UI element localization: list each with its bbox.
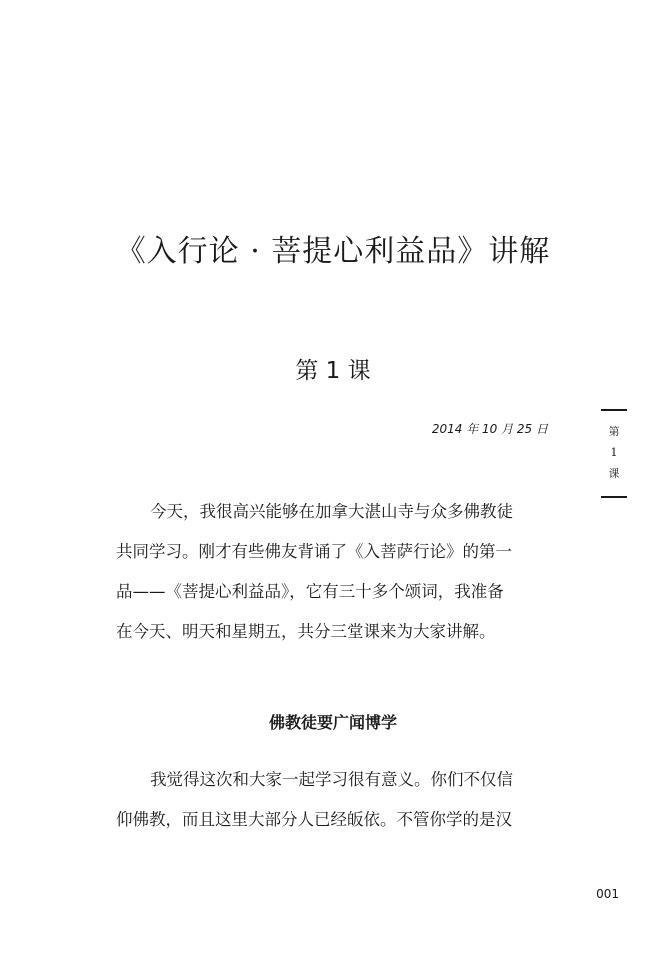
paragraph-section-body bbox=[116, 760, 552, 840]
section-heading: 佛教徒要广闻博学 bbox=[268, 713, 397, 732]
lesson-date: 2014 年 10 月 25 日 bbox=[431, 422, 548, 436]
side-tab-text bbox=[601, 411, 627, 496]
page-number: 001 bbox=[596, 887, 619, 901]
book-title: 《入行论 · 菩提心利益品》讲解 bbox=[115, 234, 551, 269]
side-tab-line: 第 bbox=[608, 425, 620, 438]
chapter-side-tab bbox=[601, 409, 627, 498]
paragraph-intro bbox=[116, 492, 552, 652]
paragraph-line: 共同学习。刚才有些佛友背诵了《入菩萨行论》的第一 bbox=[116, 542, 512, 561]
paragraph-line: 在今天、明天和星期五，共分三堂课来为大家讲解。 bbox=[116, 622, 496, 641]
paragraph-line: 仰佛教，而且这里大部分人已经皈依。不管你学的是汉 bbox=[116, 810, 512, 829]
paragraph-line: 品——《菩提心利益品》，它有三十多个颂词，我准备 bbox=[116, 582, 504, 601]
paragraph-line: 我觉得这次和大家一起学习很有意义。你们不仅信 bbox=[150, 770, 513, 789]
paragraph-line: 今天，我很高兴能够在加拿大湛山寺与众多佛教徒 bbox=[150, 502, 513, 521]
side-tab-bottom-rule bbox=[601, 496, 627, 498]
side-tab-line: 1 bbox=[610, 446, 618, 459]
side-tab-line: 课 bbox=[608, 467, 620, 480]
lesson-title: 第 1 课 bbox=[295, 358, 371, 384]
